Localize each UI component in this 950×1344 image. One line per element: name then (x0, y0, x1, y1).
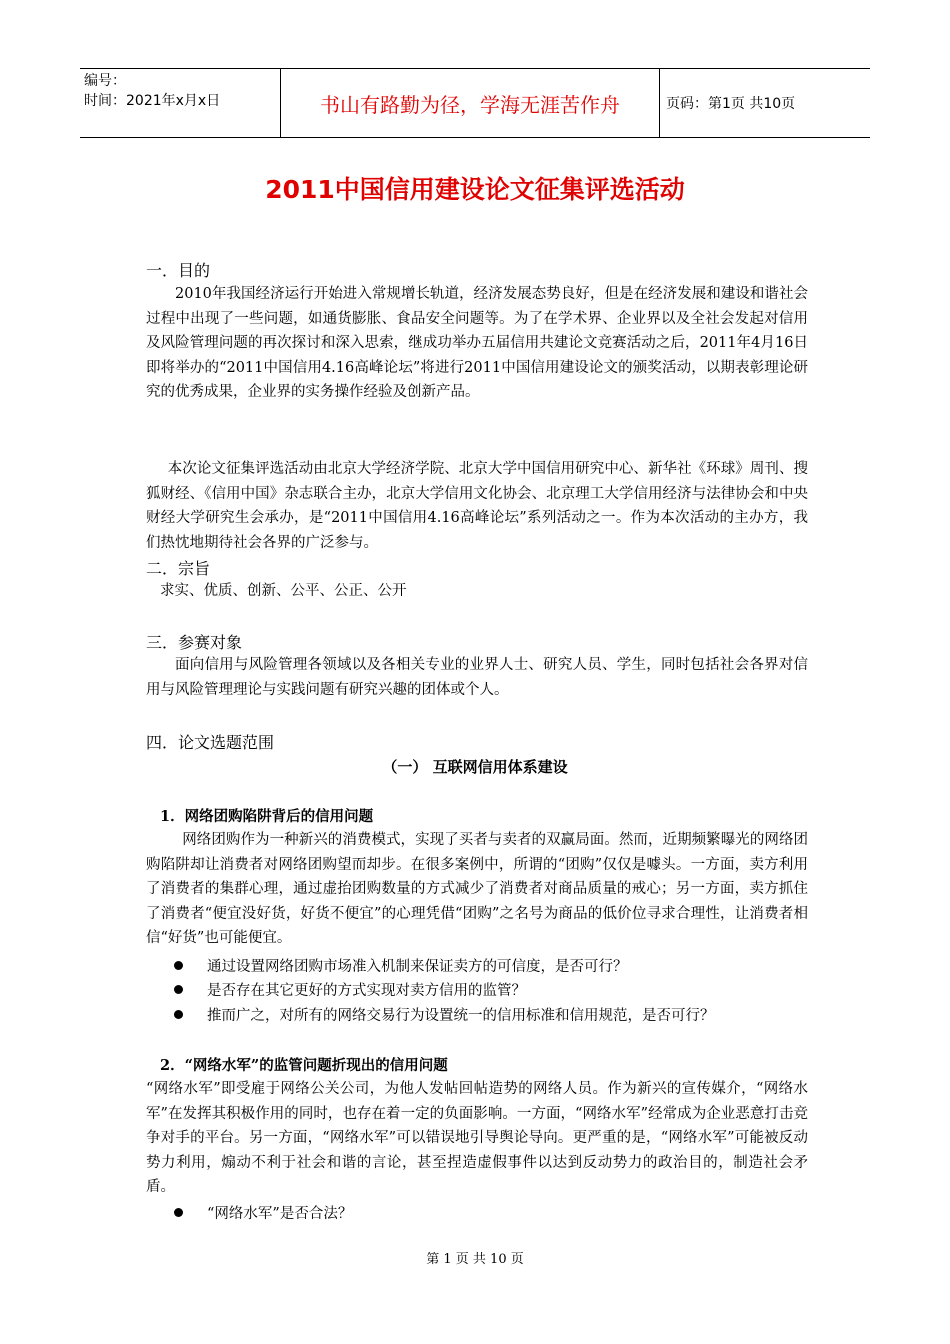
section-3-paragraph: 面向信用与风险管理各领域以及各相关专业的业界人士、研究人员、学生，同时包括社会各界对信用与风险管理理论与实践问题有研究兴趣的团体或个人。 (146, 657, 808, 698)
topic-2-paragraph: “网络水军”即受雇于网络公关公司，为他人发帖回帖造势的网络人员。作为新兴的宣传媒介，“网络水军”在发挥其积极作用的同时，也存在着一定的负面影响。一方面，“网络水军”经常成为企业恶意打击竞争对手的平台。另一方面，“网络水军”可以错误地引导舆论导向。更严重的是，“网络水军”可能被反动势力利用，煽动不利于社会和谐的言论，甚至捏造虚假事件以达到反动势力的政治目的，制造社会矛盾。 (146, 1081, 808, 1195)
section-heading-1: 一．目的 (146, 261, 211, 280)
subsection-heading: （一） 互联网信用体系建设 (382, 758, 568, 776)
section-1-paragraph-1: 2010年我国经济运行开始进入常规增长轨道，经济发展态势良好，但是在经济发展和建设和谐社会过程中出现了一些问题，如通货膨胀、食品安全问题等。为了在学术界、企业界以及全社会发起对信用及风险管理问题的再次探讨和深入思索，继成功举办五届信用共建论文竞赛活动之后，2011年4月16日即将举办的“2011中国信用4.16高峰论坛”将进行2011中国信用建设论文的颁奖活动，以期表彰理论研究的优秀成果，企业界的实务操作经验及创新产品。 (146, 286, 808, 400)
topic-2-title: 2．“网络水军”的监管问题折现出的信用问题 (160, 1057, 448, 1074)
topic-1-title: 1．网络团购陷阱背后的信用问题 (160, 808, 374, 825)
list-item: “网络水军”是否合法？ (174, 1202, 814, 1223)
section-2-paragraph: 求实、优质、创新、公平、公正、公开 (160, 583, 407, 599)
bullet-icon (174, 985, 183, 994)
list-item: 通过设置网络团购市场准入机制来保证卖方的可信度，是否可行？ (174, 955, 814, 976)
list-item: 推而广之，对所有的网络交易行为设置统一的信用标准和信用规范，是否可行？ (174, 1004, 814, 1025)
document-title: 2011中国信用建设论文征集评选活动 (265, 175, 685, 204)
header-left (84, 71, 280, 135)
section-heading-4: 四．论文选题范围 (146, 733, 275, 752)
section-1-paragraph-2: 本次论文征集评选活动由北京大学经济学院、北京大学中国信用研究中心、新华社《环球》周刊、搜狐财经、《信用中国》杂志联合主办，北京大学信用文化协会、北京理工大学信用经济与法律协会和中央财经大学研究生会承办，是“2011中国信用4.16高峰论坛”系列活动之一。作为本次活动的主办方，我们热忱地期待社会各界的广泛参与。 (146, 461, 808, 551)
number-label: 编号： (84, 73, 126, 89)
header-motto: 书山有路勤为径，学海无涯苦作舟 (280, 69, 660, 137)
section-heading-2: 二．宗旨 (146, 559, 211, 578)
section-heading-3: 三．参赛对象 (146, 633, 243, 652)
page-header (80, 68, 870, 138)
topic-1-paragraph: 网络团购作为一种新兴的消费模式，实现了买者与卖者的双赢局面。然而，近期频繁曝光的网络团购陷阱却让消费者对网络团购望而却步。在很多案例中，所谓的“团购”仅仅是噱头。一方面，卖方利用了消费者的集群心理，通过虚抬团购数量的方式减少了消费者对商品质量的戒心；另一方面，卖方抓住了消费者“便宜没好货，好货不便宜”的心理凭借“团购”之名号为商品的低价位寻求合理性，让消费者相信“好货”也可能便宜。 (146, 832, 808, 946)
page-footer: 第 1 页 共 10 页 (426, 1252, 524, 1267)
bullet-icon (174, 1208, 183, 1217)
time-label: 时间：2021年x月x日 (84, 93, 221, 109)
list-item: 是否存在其它更好的方式实现对卖方信用的监管？ (174, 979, 814, 1000)
bullet-icon (174, 1010, 183, 1019)
header-page-info: 页码：第1页 共10页 (666, 96, 796, 112)
bullet-icon (174, 961, 183, 970)
